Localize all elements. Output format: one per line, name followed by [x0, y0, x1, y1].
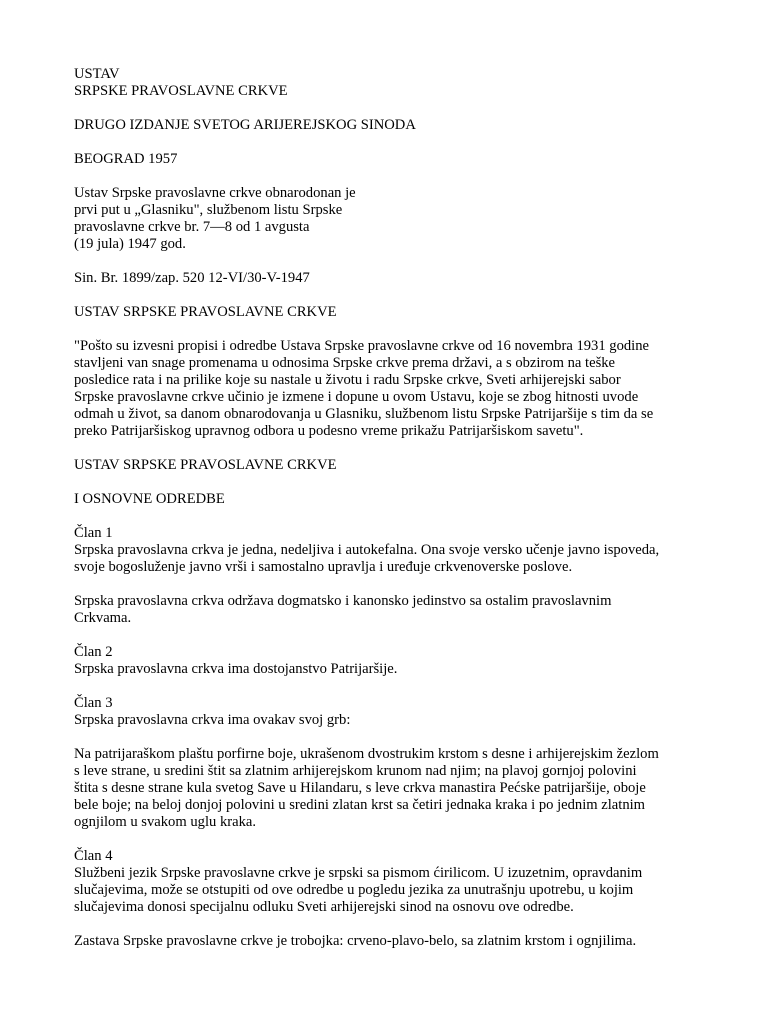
- article-1: Član 1 Srpska pravoslavna crkva je jedna, nedeljiva i autokefalna. Ona svoje versko učenje javno ispoveda, svoje bogosluženje javno vrši i samostalno upravlja i uređuje crkvenoverske poslove.: [74, 525, 660, 575]
- article-3-paragraph-2: Na patrijaraškom plaštu porfirne boje, ukrašenom dvostrukim krstom s desne i arhijerejskim žezlom s leve strane, u sredini štit sa zlatnim arhijerejskom krunom nad njim; na plavoj gornjoj polovini štita s desne strane kula svetog Save u Hilandaru, s leve crkva manastira Pećske patrijaršije, oboje bele boje; na beloj donjoj polovini u sredini zlatan krst sa četiri jednaka kraka i po jednim zlatnim ognjilom u svakom uglu kraka.: [74, 746, 659, 830]
- title-line-1: USTAV: [74, 66, 120, 82]
- title-line-2: SRPSKE PRAVOSLAVNE CRKVE: [74, 83, 288, 99]
- article-4: Član 4 Službeni jezik Srpske pravoslavne crkve je srpski sa pismom ćirilicom. U izuzetnim, opravdanim slučajevima, može se otstupiti od ove odredbe u pogledu jezika za unutrašnju upotrebu, u kojim slučajevima donosi specijalnu odluku Sveti arhijerejski sinod na osnovu ove odredbe.: [74, 848, 643, 915]
- place-year-line: BEOGRAD 1957: [74, 151, 178, 167]
- article-2: Član 2 Srpska pravoslavna crkva ima dostojanstvo Patrijaršije.: [74, 644, 398, 677]
- preamble-paragraph: "Pošto su izvesni propisi i odredbe Ustava Srpske pravoslavne crkve od 16 novembra 1931 godine stavljeni van snage promenama u odnosima Srpske crkve prema državi, a s obzirom na teške posledice rata i na prilike koje su nastale u životu i radu Srpske crkve, Sveti arhijerejski sabor Srpske pravoslavne crkve učinio je izmene i dopune u ovom Ustavu, koje se zbog hitnosti uvode odmah u život, sa danom obnarodovanja u Glasniku, službenom listu Srpske Patrijaršije s tim da se preko Patrijaršiskog upravnog odbora u podesno vreme prikažu Patrijaršiskom savetu".: [74, 338, 654, 439]
- document-title: [74, 66, 708, 100]
- reference-line: Sin. Br. 1899/zap. 520 12-VI/30-V-1947: [74, 270, 310, 286]
- article-1-paragraph-2: Srpska pravoslavna crkva održava dogmatsko i kanonsko jedinstvo sa ostalim pravoslavnim Crkvama.: [74, 593, 612, 626]
- section-heading-basic-provisions: I OSNOVNE ODREDBE: [74, 491, 225, 507]
- heading-constitution-2: USTAV SRPSKE PRAVOSLAVNE CRKVE: [74, 457, 337, 473]
- article-4-paragraph-2: Zastava Srpske pravoslavne crkve je trobojka: crveno-plavo-belo, sa zlatnim krstom i ognjilima.: [74, 933, 637, 949]
- article-3: Član 3 Srpska pravoslavna crkva ima ovakav svoj grb:: [74, 695, 351, 728]
- heading-constitution-1: USTAV SRPSKE PRAVOSLAVNE CRKVE: [74, 304, 337, 320]
- publication-note: Ustav Srpske pravoslavne crkve obnarodonan je prvi put u „Glasniku", službenom listu Srpske pravoslavne crkve br. 7—8 od 1 avgusta (19 jula) 1947 god.: [74, 185, 356, 252]
- edition-line: DRUGO IZDANJE SVETOG ARIJEREJSKOG SINODA: [74, 117, 416, 133]
